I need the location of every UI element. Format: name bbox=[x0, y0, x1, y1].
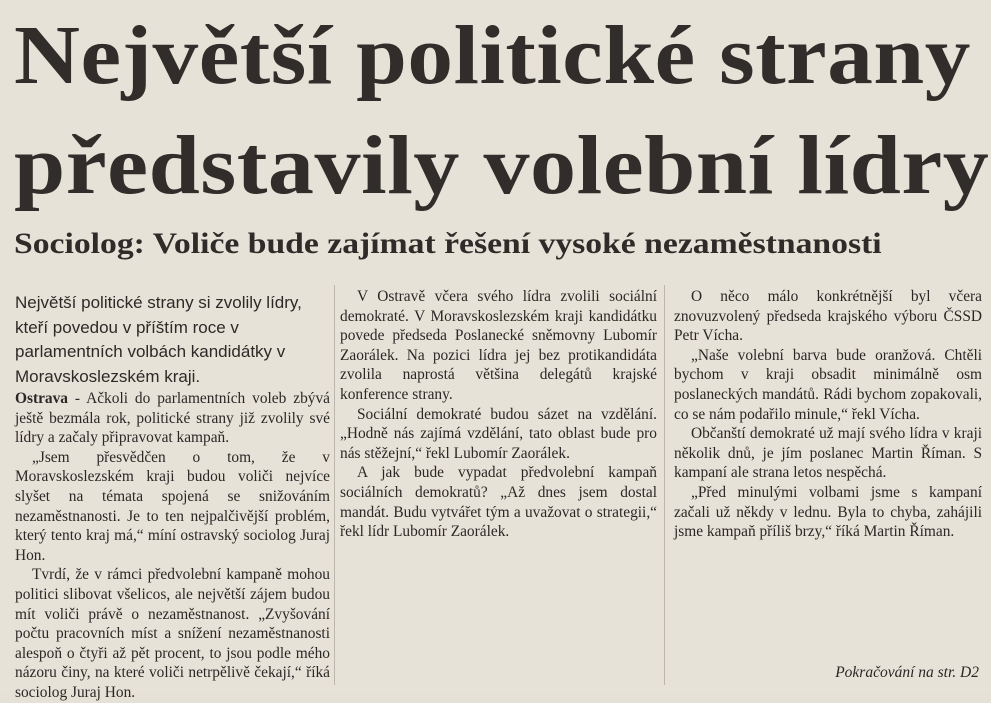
dateline: Ostrava bbox=[15, 390, 69, 407]
subheadline: Sociolog: Voliče bude zajímat řešení vysoké nezaměstnanosti bbox=[14, 227, 882, 260]
body-paragraph: A jak bude vypadat předvolební kampaň sociálních demokratů? „Až dnes jsem dostal mandát. Budu vytvářet tým a uvažovat o strategii,“ řekl lídr Lubomír Zaorálek. bbox=[340, 464, 657, 541]
article-column-3 bbox=[674, 287, 982, 542]
continued-on-page-note: Pokračování na str. D2 bbox=[835, 664, 979, 681]
paragraph-text: - Ačkoli do parlamentních voleb zbývá ještě bezmála rok, politické strany již zvolily své lídry a začaly připravovat kampaň. bbox=[15, 390, 330, 447]
body-paragraph: „Jsem přesvědčen o tom, že v Moravskoslezském kraji budou voliči nejvíce slyšet na témata spojená se snižováním nezaměstnanosti. Je to ten nejpalčivější problém, který tento kraj má,“ míní ostravský sociolog Juraj Hon. bbox=[15, 448, 330, 564]
article-column-1 bbox=[15, 287, 330, 703]
body-paragraph: Občanští demokraté už mají svého lídra v kraji několik dnů, je jím poslanec Martin Říman. S kampaní ale strana letos nespěchá. bbox=[674, 425, 982, 482]
body-paragraph bbox=[15, 389, 330, 448]
article-column-2 bbox=[340, 287, 657, 542]
headline-line-1: Největší politické strany bbox=[14, 9, 971, 102]
body-paragraph: „Před minulými volbami jsme s kampaní začali už někdy v lednu. Byla to chyba, zahájili jsme kampaň příliš brzy,“ říká Martin Říman. bbox=[674, 483, 982, 541]
column-divider bbox=[334, 285, 335, 685]
lead-paragraph: Největší politické strany si zvolily lídry, kteří povedou v příštím roce v parlamentních volbách kandidátky v Moravskoslezském kraji. bbox=[15, 293, 302, 386]
body-paragraph: „Naše volební barva bude oranžová. Chtěli bychom v kraji obsadit minimálně osm poslaneckých mandátů. Rádi bychom zopakovali, co se nám podařilo minule,“ řekl Vícha. bbox=[674, 346, 982, 423]
headline-line-2: představily volební lídry bbox=[14, 119, 990, 212]
body-paragraph: Tvrdí, že v rámci předvolební kampaně mohou politici slibovat všelicos, ale největší zájem budou mít voliči právě o nezaměstnanost. „Zvyšování počtu pracovních míst a snížení nezaměstnanosti alespoň o čtyři až pět procent, to jsou podle mého názoru činy, na které voliči netrpělivě čekají,“ říká sociolog Juraj Hon. bbox=[15, 566, 330, 701]
body-paragraph: V Ostravě včera svého lídra zvolili sociální demokraté. V Moravskoslezském kraji kandidátku povede předseda Poslanecké sněmovny Lubomír Zaorálek. Na pozici lídra jej bez protikandidáta zvolila naprostá většina delegátů krajské konference strany. bbox=[340, 288, 657, 403]
body-paragraph: Sociální demokraté budou sázet na vzdělání. „Hodně nás zajímá vzdělání, tato oblast bude pro nás stěžejní,“ řekl Lubomír Zaorálek. bbox=[340, 405, 657, 462]
column-divider bbox=[664, 285, 665, 685]
body-paragraph: O něco málo konkrétnější byl včera znovuzvolený předseda krajského výboru ČSSD Petr Vícha. bbox=[674, 288, 982, 345]
